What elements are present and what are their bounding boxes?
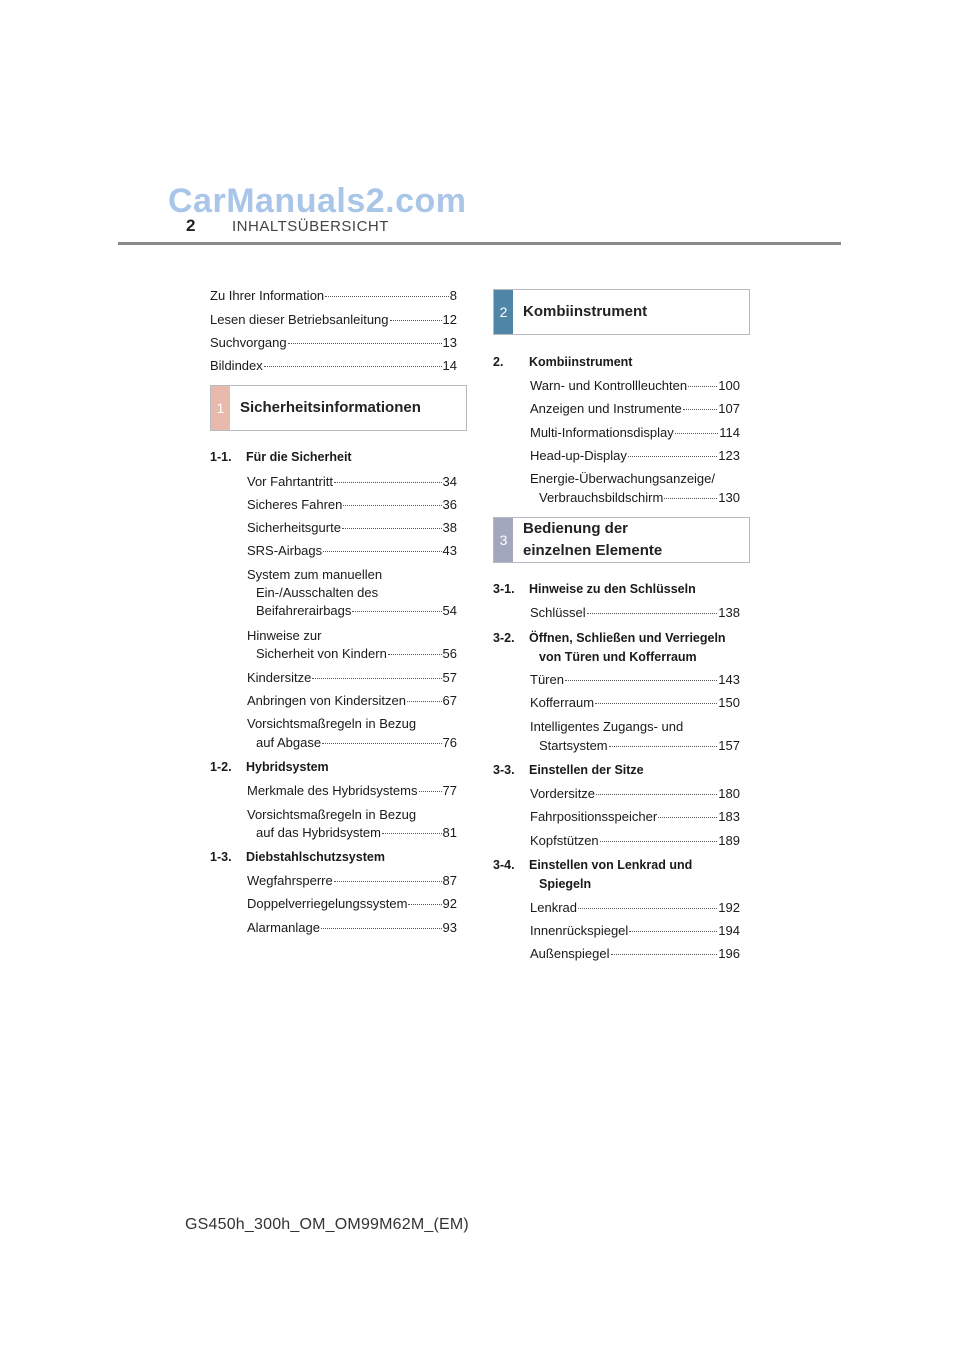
chapter-box-1[interactable] (210, 385, 467, 431)
dot-leader (264, 366, 442, 367)
section-title-continued: Spiegeln (539, 877, 592, 891)
dot-leader (419, 791, 442, 792)
dot-leader (587, 613, 718, 614)
toc-entry[interactable] (530, 786, 740, 802)
toc-entry-page: 43 (442, 543, 457, 558)
toc-entry-page: 114 (719, 425, 740, 440)
toc-entry-title: Beifahrerairbags (256, 603, 352, 618)
toc-entry-title: Sicheres Fahren (247, 497, 343, 512)
toc-entry-line: Vorsichtsmaßregeln in Bezug (247, 716, 417, 731)
toc-entry-page: 56 (442, 646, 457, 661)
toc-entry-page: 54 (442, 603, 457, 618)
toc-entry-page: 77 (442, 783, 457, 798)
toc-entry-title: Vordersitze (530, 786, 596, 801)
toc-entry[interactable] (539, 738, 740, 754)
section-heading-1-2[interactable] (210, 760, 329, 774)
toc-entry-title: auf Abgase (256, 735, 322, 750)
chapter-box-3[interactable] (493, 517, 750, 563)
toc-entry-title: Bildindex (210, 358, 263, 373)
toc-entry-page: 194 (718, 923, 740, 938)
toc-entry-title: Fahrpositionsspeicher (530, 809, 658, 824)
chapter-box-2[interactable] (493, 289, 750, 335)
toc-entry-page: 13 (442, 335, 457, 350)
toc-entry-page: 92 (442, 896, 457, 911)
dot-leader (595, 703, 717, 704)
toc-entry-title: Kofferraum (530, 695, 595, 710)
dot-leader (325, 296, 449, 297)
toc-entry-title: Alarmanlage (247, 920, 320, 935)
toc-entry-page: 192 (718, 900, 740, 915)
toc-entry[interactable] (247, 520, 457, 536)
toc-entry-page: 157 (718, 738, 740, 753)
chapter-title-1: Sicherheitsinformationen (240, 399, 421, 416)
toc-entry-title: Doppelverriegelungssystem (247, 896, 408, 911)
section-title: Öffnen, Schließen und Verriegeln (529, 631, 726, 645)
toc-entry-page: 150 (718, 695, 740, 710)
page-number: 2 (186, 216, 196, 235)
section-title: Für die Sicherheit (246, 450, 352, 464)
toc-entry-title: auf das Hybridsystem (256, 825, 381, 840)
toc-entry-page: 180 (718, 786, 740, 801)
watermark-logo: CarManuals2.com (168, 182, 467, 220)
chapter-title-3-line2: einzelnen Elemente (523, 542, 663, 559)
header-divider (118, 242, 841, 245)
toc-entry[interactable] (530, 809, 740, 825)
toc-entry-title: Sicherheit von Kindern (256, 646, 387, 661)
toc-entry-page: 138 (718, 605, 740, 620)
toc-entry[interactable] (247, 896, 457, 912)
section-number: 1-2. (210, 760, 232, 774)
toc-entry[interactable] (256, 646, 457, 662)
toc-entry-line: System zum manuellen (247, 567, 383, 582)
chapter-tab-2: 2 (494, 290, 513, 334)
dot-leader (343, 505, 441, 506)
toc-entry-title: Wegfahrsperre (247, 873, 333, 888)
toc-entry-page: 36 (442, 497, 457, 512)
dot-leader (388, 654, 442, 655)
dot-leader (288, 343, 442, 344)
toc-entry-title: Kindersitze (247, 670, 312, 685)
section-heading-1-3[interactable] (210, 850, 385, 864)
dot-leader (578, 908, 717, 909)
section-heading-3-1[interactable] (493, 582, 696, 596)
toc-entry-line: Intelligentes Zugangs- und (530, 719, 684, 734)
dot-leader (658, 817, 717, 818)
section-number: 3-3. (493, 763, 515, 777)
section-heading-3-2[interactable] (493, 631, 726, 645)
toc-entry-page: 100 (718, 378, 740, 393)
dot-leader (565, 680, 717, 681)
toc-entry[interactable] (530, 946, 740, 962)
toc-entry[interactable] (530, 448, 740, 464)
toc-entry[interactable] (256, 735, 457, 751)
dot-leader (408, 904, 441, 905)
toc-entry-line: Hinweise zur (247, 628, 322, 643)
toc-entry-page: 130 (718, 490, 740, 505)
dot-leader (334, 881, 442, 882)
dot-leader (628, 456, 717, 457)
section-heading-3-3[interactable] (493, 763, 644, 777)
dot-leader (342, 528, 442, 529)
dot-leader (675, 433, 718, 434)
toc-entry[interactable] (247, 543, 457, 559)
section-number: 1-3. (210, 850, 232, 864)
toc-entry-page: 34 (442, 474, 457, 489)
section-number: 3-1. (493, 582, 515, 596)
toc-entry[interactable] (530, 923, 740, 939)
section-number: 3-2. (493, 631, 515, 645)
toc-entry-title: Kopfstützen (530, 833, 599, 848)
toc-entry[interactable] (530, 672, 740, 688)
toc-entry-title: Schlüssel (530, 605, 586, 620)
toc-entry[interactable] (539, 490, 740, 506)
toc-entry-line: Vorsichtsmaßregeln in Bezug (247, 807, 417, 822)
toc-entry[interactable] (530, 401, 740, 417)
section-heading-1-1[interactable] (210, 450, 352, 464)
toc-entry-intro-4[interactable] (210, 358, 457, 374)
section-title: Einstellen der Sitze (529, 763, 644, 777)
chapter-title-3-line1: Bedienung der (523, 520, 629, 537)
footer-document-code: GS450h_300h_OM_OM99M62M_(EM) (185, 1216, 469, 1233)
toc-entry-page: 189 (718, 833, 740, 848)
toc-entry-page: 87 (442, 873, 457, 888)
dot-leader (312, 678, 441, 679)
toc-entry-page: 93 (442, 920, 457, 935)
section-title: Einstellen von Lenkrad und (529, 858, 693, 872)
section-number: 3-4. (493, 858, 515, 872)
chapter-tab-1: 1 (211, 386, 230, 430)
dot-leader (352, 611, 441, 612)
toc-entry-page: 143 (718, 672, 740, 687)
toc-entry-title: Multi-Informationsdisplay (530, 425, 674, 440)
toc-entry-title: Merkmale des Hybridsystems (247, 783, 418, 798)
section-title: Kombiinstrument (529, 355, 633, 369)
toc-entry[interactable] (530, 695, 740, 711)
toc-entry[interactable] (247, 670, 457, 686)
section-title: Hinweise zu den Schlüsseln (529, 582, 696, 596)
section-title-continued: von Türen und Kofferraum (539, 650, 697, 664)
toc-entry-title: Sicherheitsgurte (247, 520, 341, 535)
toc-entry-title: Lenkrad (530, 900, 577, 915)
chapter-tab-3: 3 (494, 518, 513, 562)
toc-entry-title: Anbringen von Kindersitzen (247, 693, 406, 708)
dot-leader (688, 386, 717, 387)
toc-entry[interactable] (247, 497, 457, 513)
dot-leader (683, 409, 718, 410)
toc-entry[interactable] (247, 783, 457, 799)
toc-entry-intro-1[interactable] (210, 288, 457, 304)
toc-entry-title: Suchvorgang (210, 335, 287, 350)
toc-entry-page: 107 (718, 401, 740, 416)
toc-entry-page: 76 (442, 735, 457, 750)
toc-entry-intro-3[interactable] (210, 335, 457, 351)
dot-leader (407, 701, 442, 702)
section-heading-3-4[interactable] (493, 858, 692, 872)
toc-entry-page: 14 (442, 358, 457, 373)
toc-entry-title: Warn- und Kontrollleuchten (530, 378, 688, 393)
toc-entry[interactable] (530, 900, 740, 916)
toc-entry-page: 196 (718, 946, 740, 961)
chapter-title-3 (513, 518, 662, 562)
toc-entry-page: 183 (718, 809, 740, 824)
toc-entry[interactable] (530, 605, 740, 621)
toc-entry-page: 81 (442, 825, 457, 840)
toc-entry-title: SRS-Airbags (247, 543, 323, 558)
dot-leader (334, 482, 442, 483)
toc-entry-title: Vor Fahrtantritt (247, 474, 333, 489)
dot-leader (600, 841, 718, 842)
toc-entry[interactable] (530, 378, 740, 394)
toc-entry-title: Anzeigen und Instrumente (530, 401, 682, 416)
section-number: 1-1. (210, 450, 232, 464)
toc-entry[interactable] (247, 920, 457, 936)
toc-entry-page: 57 (442, 670, 457, 685)
toc-entry-page: 67 (442, 693, 457, 708)
section-title: Diebstahlschutzsystem (246, 850, 385, 864)
chapter-title-2: Kombiinstrument (523, 303, 648, 320)
dot-leader (664, 498, 717, 499)
toc-entry-title: Zu Ihrer Information (210, 288, 325, 303)
dot-leader (629, 931, 717, 932)
section-number: 2. (493, 355, 504, 369)
toc-entry-title: Außenspiegel (530, 946, 610, 961)
dot-leader (596, 794, 717, 795)
toc-entry-page: 123 (718, 448, 740, 463)
dot-leader (390, 320, 442, 321)
toc-entry-page: 12 (442, 312, 457, 327)
dot-leader (321, 928, 442, 929)
toc-entry-page: 38 (442, 520, 457, 535)
dot-leader (322, 743, 441, 744)
toc-entry-title: Innenrückspiegel (530, 923, 629, 938)
dot-leader (609, 746, 718, 747)
toc-entry[interactable] (256, 825, 457, 841)
toc-entry-intro-2[interactable] (210, 312, 457, 328)
toc-entry[interactable] (530, 833, 740, 849)
toc-entry[interactable] (247, 474, 457, 490)
dot-leader (323, 551, 441, 552)
dot-leader (382, 833, 442, 834)
toc-entry[interactable] (247, 873, 457, 889)
toc-entry[interactable] (256, 603, 457, 619)
section-title: Hybridsystem (246, 760, 329, 774)
toc-entry-title: Startsystem (539, 738, 608, 753)
toc-entry-title: Türen (530, 672, 564, 687)
toc-entry-title: Head-up-Display (530, 448, 627, 463)
dot-leader (611, 954, 718, 955)
toc-entry[interactable] (530, 425, 740, 441)
toc-entry-title: Verbrauchsbildschirm (539, 490, 664, 505)
toc-entry-line: Ein-/Ausschalten des (256, 585, 379, 600)
toc-entry-title: Lesen dieser Betriebsanleitung (210, 312, 389, 327)
toc-entry[interactable] (247, 693, 457, 709)
toc-entry-page: 8 (449, 288, 457, 303)
section-heading-2[interactable] (493, 355, 632, 369)
toc-entry-line: Energie-Überwachungsanzeige/ (530, 471, 716, 486)
page-title: INHALTSÜBERSICHT (232, 218, 389, 235)
